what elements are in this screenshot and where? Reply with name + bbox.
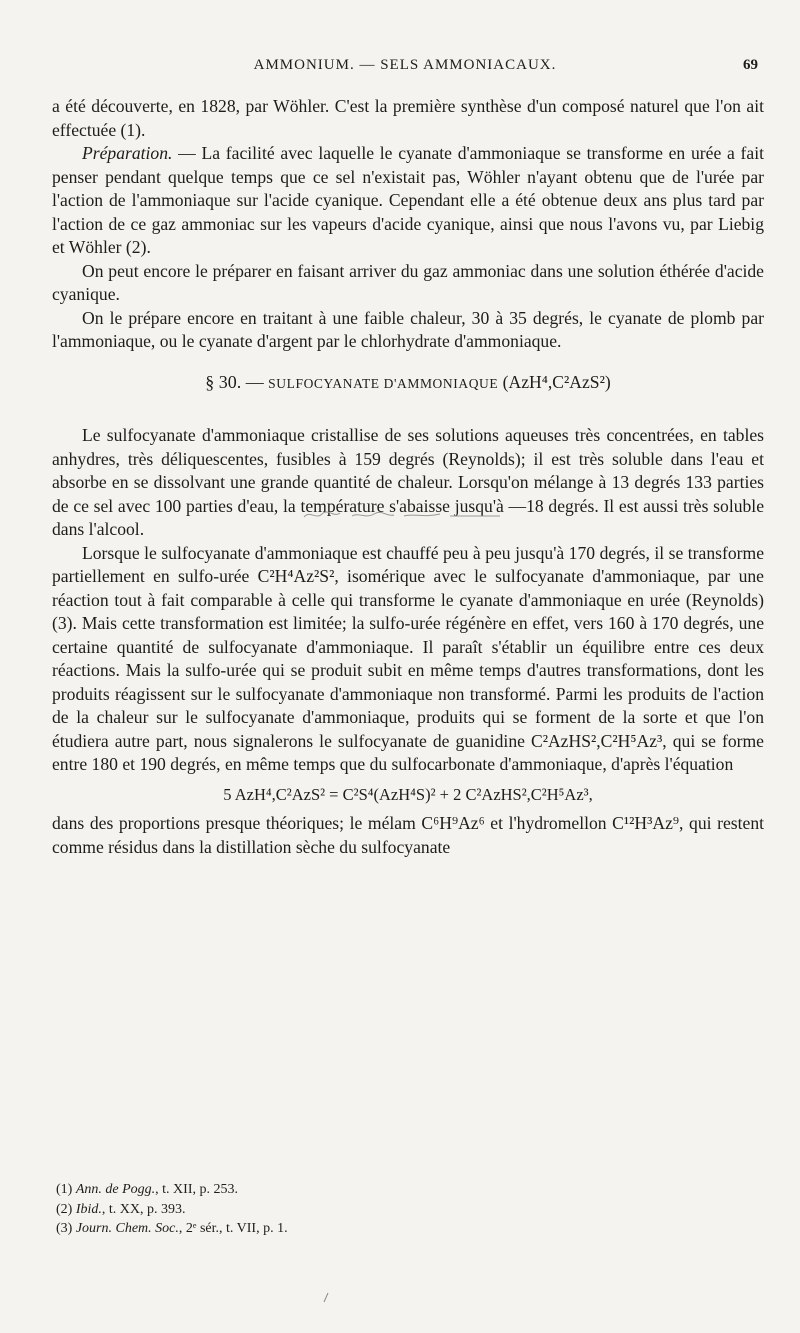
main-text (52, 95, 764, 859)
footnote: (2) Ibid., t. XX, p. 393. (56, 1201, 186, 1217)
paragraph: Lorsque le sulfocyanate d'ammoniaque est chauffé peu à peu jusqu'à 170 degrés, il se transforme partiellement en sulfo-urée C²H⁴Az²S², isomérique avec le sulfocyanate d'ammoniaque, par une réaction tout à fait comparable à celle qui transforme le cyanate d'ammoniaque en urée (Reynolds) (3). Mais cette transformation est limitée; la sulfo-urée régénère en effet, vers 160 à 170 degrés, une certaine quantité de sulfocyanate d'ammoniaque. Il paraît s'établir un équilibre entre ces deux réactions. Mais la sulfo-urée qui se produit subit en même temps d'autres transformations, dont les produits réagissent sur le sulfocyanate d'ammoniaque non transformé. Parmi les produits de l'action de la chaleur sur le sulfocyanate d'ammoniaque, produits qui se forment de la sorte et que l'on étudiera autre part, nous signalerons le sulfocyanate de guanidine C²AzHS²,C²H⁵Az³, qui se forme entre 180 et 190 degrés, en même temps que du sulfocarbonate d'ammoniaque, d'après l'équation (52, 542, 764, 774)
section-number: § 30. — (205, 371, 264, 392)
paragraph: On le prépare encore en traitant à une faible chaleur, 30 à 35 degrés, le cyanate de plomb par l'ammoniaque, ou le cyanate d'argent par le chlorhydrate d'ammoniaque. (52, 307, 764, 351)
section-title: SULFOCYANATE D'AMMONIAQUE (268, 375, 499, 391)
paragraph-text: — La facilité avec laquelle le cyanate d'ammoniaque se transforme en urée a fait penser pendant quelque temps que ce sel n'existait pas, Wöhler n'ayant obtenu que de l'urée par l'action de l'ammoniaque sur l'acide cyanique. Cependant elle a été obtenue deux ans plus tard par l'action de ce gaz ammoniac sur les vapeurs d'acide cyanique, ainsi que nous l'avons vu, par Liebig et Wöhler (2). (52, 143, 764, 257)
section-formula: (AzH⁴,C²AzS²) (502, 371, 611, 392)
paragraph: Le sulfocyanate d'ammoniaque cristallise de ses solutions aqueuses très concentrées, en tables anhydres, très déliquescentes, fusibles à 159 degrés (Reynolds); il est très soluble dans l'eau et absorbe en se dissolvant une grande quantité de chaleur. Lorsqu'on mélange à 13 degrés 133 parties de ce sel avec 100 parties d'eau, la température s'abaisse jusqu'à —18 degrés. Il est aussi très soluble dans l'alcool. (52, 425, 764, 539)
running-title: AMMONIUM. — SELS AMMONIACAUX. (253, 57, 557, 73)
paragraph: a été découverte, en 1828, par Wöhler. C'est la première synthèse d'un composé naturel que l'on ait effectuée (1). (52, 96, 764, 140)
equation: 5 AzH⁴,C²AzS² = C²S⁴(AzH⁴S)² + 2 C²AzHS²,C²H⁵Az³, (223, 784, 593, 804)
paragraph-preparation (52, 142, 764, 260)
footnote: (1) Ann. de Pogg., t. XII, p. 253. (56, 1182, 238, 1197)
section-heading (52, 371, 764, 396)
paragraph: On peut encore le préparer en faisant arriver du gaz ammoniac dans une solution éthérée d'acide cyanique. (52, 260, 764, 304)
stray-mark (322, 1292, 330, 1304)
footnote: (3) Journ. Chem. Soc., 2ᵉ sér., t. VII, p. 1. (56, 1221, 288, 1236)
running-header (52, 57, 758, 79)
paragraph-lead: Préparation. (82, 143, 173, 163)
pencil-annotation (300, 508, 530, 522)
paragraph: dans des proportions presque théoriques; le mélam C⁶H⁹Az⁶ et l'hydromellon C¹²H³Az⁹, qui restent comme résidus dans la distillation sèche du sulfocyanate (52, 813, 764, 857)
footnotes (56, 1180, 706, 1239)
page-number: 69 (743, 57, 758, 73)
